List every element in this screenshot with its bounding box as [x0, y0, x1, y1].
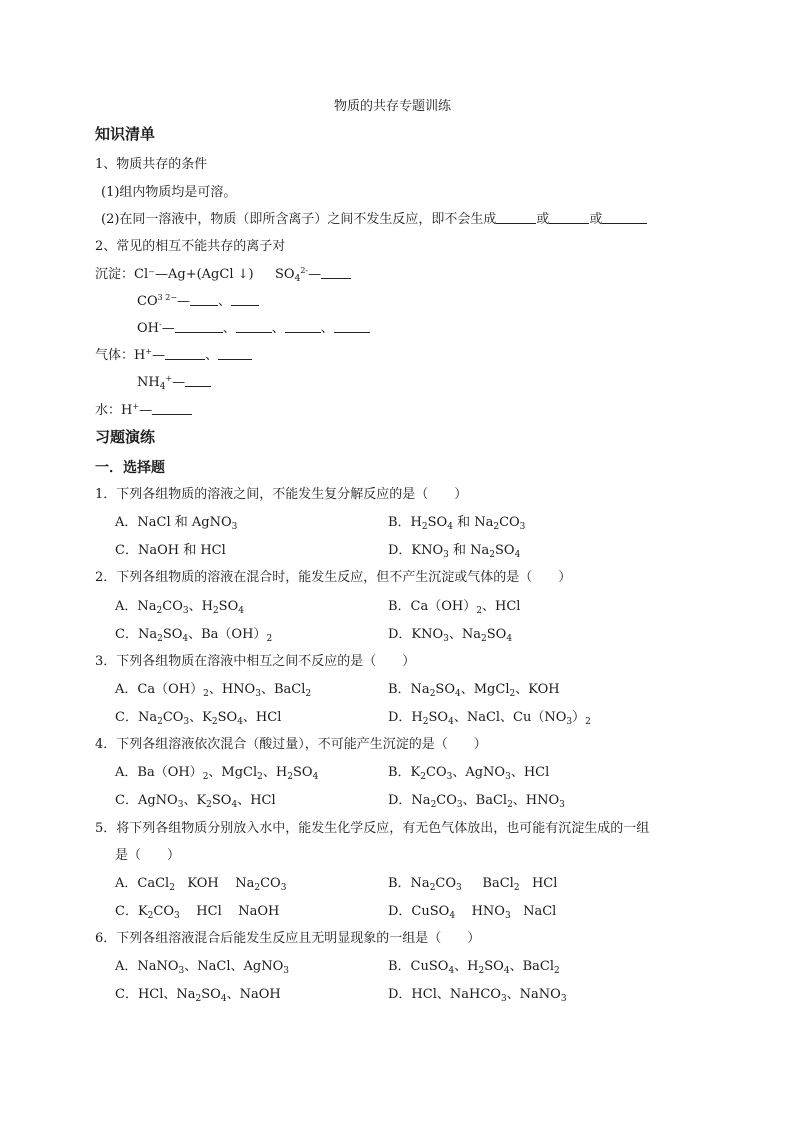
- water-line: 水：H+—: [95, 402, 192, 420]
- precipitate-line: 沉淀：Cl⁻—Ag+(AgCl ↓): [95, 267, 254, 282]
- question-3-stem: 3．下列各组物质在溶液中相互之间不反应的是（ ）: [95, 654, 416, 669]
- answer-blank[interactable]: [496, 211, 536, 224]
- q4-option-c[interactable]: C．AgNO$_3$、$K_2SO_4$、HCl: [115, 793, 276, 810]
- knowledge-item-1a: (1)组内物质均是可溶。: [101, 185, 237, 200]
- answer-blank[interactable]: [334, 320, 370, 333]
- q5-option-c[interactable]: C．$K_2CO_3$ HCl NaOH: [115, 904, 280, 921]
- question-4-stem: 4．下列各组溶液依次混合（酸过量），不可能产生沉淀的是（ ）: [95, 737, 487, 752]
- page-title: 物质的共存专题训练: [334, 99, 452, 114]
- q4-option-d[interactable]: D．$Na_2CO_3$、BaCl$_2$、$HNO_3$: [388, 793, 565, 810]
- answer-blank[interactable]: [175, 320, 223, 333]
- answer-blank[interactable]: [236, 320, 272, 333]
- q2-option-c[interactable]: C．$Na_2SO_4$、$Ba(OH)_2$: [115, 627, 273, 644]
- answer-blank[interactable]: [165, 347, 205, 360]
- q6-option-d[interactable]: D．HCl、NaHCO$_3$、NaNO$_3$: [388, 987, 567, 1004]
- knowledge-item-1: 1、物质共存的条件: [95, 157, 208, 172]
- q6-option-a[interactable]: A．NaNO$_3$、NaCl、AgNO$_3$: [115, 959, 289, 976]
- q3-option-a[interactable]: A．$Ca(OH)_2$、$HNO_3$、BaCl$_2$: [115, 682, 312, 699]
- answer-blank[interactable]: [602, 211, 647, 224]
- q4-option-b[interactable]: B．$K_2CO_3$、AgNO$_3$、HCl: [388, 765, 550, 782]
- practice-heading: 习题演练: [95, 428, 156, 446]
- sulfate-line: $SO_4^{2-}—$: [275, 266, 351, 284]
- q5-option-b[interactable]: B．$Na_2CO_3$ BaCl$_2$ HCl: [388, 876, 558, 893]
- answer-blank[interactable]: [190, 293, 218, 306]
- q1-option-c[interactable]: C．NaOH 和 HCl: [115, 543, 226, 558]
- q2-option-d[interactable]: D．$KNO_3$、$Na_2SO_4$: [388, 627, 513, 644]
- question-2-stem: 2．下列各组物质的溶液在混合时，能发生反应，但不产生沉淀或气体的是（ ）: [95, 570, 572, 585]
- q3-option-b[interactable]: B．$Na_2SO_4$、MgCl$_2$、KOH: [388, 682, 560, 699]
- q4-option-a[interactable]: A．$Ba(OH)_2$、MgCl$_2$、$H_2SO_4$: [115, 765, 319, 782]
- carbonate-line: $CO^{3 2-}—$ 、: [137, 293, 259, 311]
- ammonium-line: $NH_4^+—$: [137, 374, 211, 392]
- answer-blank[interactable]: [231, 293, 259, 306]
- q2-option-b[interactable]: B．$Ca(OH)_2$、HCl: [388, 599, 521, 616]
- q3-option-d[interactable]: D．$H_2SO_4$、NaCl、$Cu(NO_3)_2$: [388, 710, 591, 727]
- gas-line: 气体：H+— 、: [95, 347, 252, 365]
- answer-blank[interactable]: [152, 402, 192, 415]
- q5-option-a[interactable]: A．CaCl$_2$ KOH $Na_2CO_3$: [115, 876, 287, 893]
- q2-option-a[interactable]: A．$Na_2CO_3$、$H_2SO_4$: [115, 599, 244, 616]
- choice-heading: 一．选择题: [95, 460, 165, 476]
- hydroxide-line: OH-— 、 、 、: [137, 320, 370, 338]
- question-6-stem: 6．下列各组溶液混合后能发生反应且无明显现象的一组是（ ）: [95, 931, 481, 946]
- knowledge-item-2: 2、常见的相互不能共存的离子对: [95, 239, 286, 254]
- q1-option-a[interactable]: A．NaCl 和 AgNO$_3$: [115, 515, 238, 532]
- answer-blank[interactable]: [185, 374, 211, 387]
- knowledge-heading: 知识清单: [95, 125, 156, 143]
- q6-option-b[interactable]: B．CuSO$_4$、$H_2SO_4$、BaCl$_2$: [388, 959, 560, 976]
- q1-option-d[interactable]: D．$KNO_3$ 和 $Na_2SO_4$: [388, 543, 521, 560]
- question-5-stem-cont: 是（ ）: [115, 848, 181, 863]
- q5-option-d[interactable]: D．CuSO$_4$ $HNO_3$ NaCl: [388, 904, 557, 921]
- question-5-stem: 5．将下列各组物质分别放入水中，能发生化学反应，有无色气体放出，也可能有沉淀生成的一组: [95, 821, 650, 836]
- knowledge-item-1b: (2)在同一溶液中，物质（即所含离子）之间不发生反应，即不会生成 或 或: [101, 211, 647, 229]
- answer-blank[interactable]: [321, 266, 351, 279]
- answer-blank[interactable]: [549, 211, 589, 224]
- q3-option-c[interactable]: C．$Na_2CO_3$、$K_2SO_4$、HCl: [115, 710, 282, 727]
- q1-option-b[interactable]: B．$H_2SO_4$ 和 $Na_2CO_3$: [388, 515, 526, 532]
- answer-blank[interactable]: [218, 347, 252, 360]
- q6-option-c[interactable]: C．HCl、$Na_2SO_4$、NaOH: [115, 987, 281, 1004]
- answer-blank[interactable]: [285, 320, 321, 333]
- question-1-stem: 1．下列各组物质的溶液之间，不能发生复分解反应的是（ ）: [95, 487, 468, 502]
